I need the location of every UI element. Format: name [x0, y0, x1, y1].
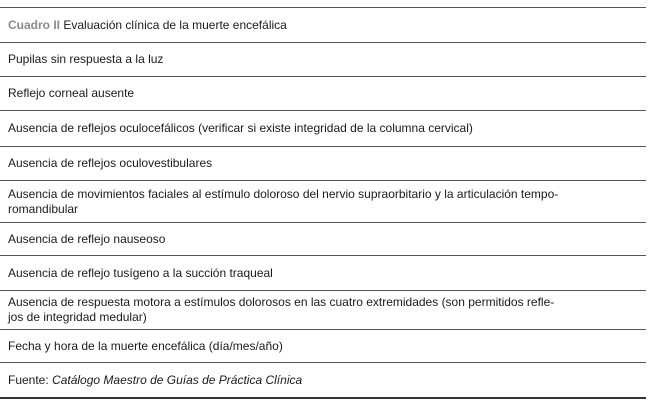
caption-label: Cuadro II: [8, 17, 61, 32]
table-caption: [0, 8, 646, 43]
table-row: [0, 43, 646, 77]
table-row: [0, 330, 646, 363]
table-row: [0, 256, 646, 291]
caption-title: Evaluación clínica de la muerte encefálica: [63, 17, 287, 32]
source-label: Fuente:: [8, 372, 53, 387]
row-text-line-2: romandibular: [8, 201, 79, 216]
row-text-line-2: jos de integridad medular): [8, 310, 147, 324]
row-text: Reflejo corneal ausente: [8, 86, 135, 100]
source-title: Catálogo Maestro de Guías de Práctica Clínica: [52, 372, 303, 387]
row-text: Pupilas sin respuesta a la luz: [8, 52, 164, 66]
table-row: [0, 147, 646, 181]
row-text-line-1: Ausencia de movimientos faciales al estímulo doloroso del nervio supraorbitario y la articulación tempo-: [8, 186, 559, 201]
clinical-evaluation-table: [0, 7, 646, 399]
row-text: Ausencia de reflejo tusígeno a la succión traqueal: [8, 265, 273, 280]
table-row: [0, 291, 646, 330]
row-text: Ausencia de reflejos oculovestibulares: [8, 156, 213, 170]
table-row: [0, 181, 646, 223]
row-text: Fecha y hora de la muerte encefálica (día/mes/año): [8, 338, 283, 353]
row-text: Ausencia de reflejos oculocefálicos (verificar si existe integridad de la columna cervical): [8, 121, 473, 135]
table-row: [0, 223, 646, 256]
table-source: [0, 363, 646, 399]
row-text-line-1: Ausencia de respuesta motora a estímulos dolorosos en las cuatro extremidades (son permitidos refle-: [8, 295, 555, 309]
row-text: Ausencia de reflejo nauseoso: [8, 231, 166, 246]
table-row: [0, 77, 646, 111]
table-row: [0, 111, 646, 147]
